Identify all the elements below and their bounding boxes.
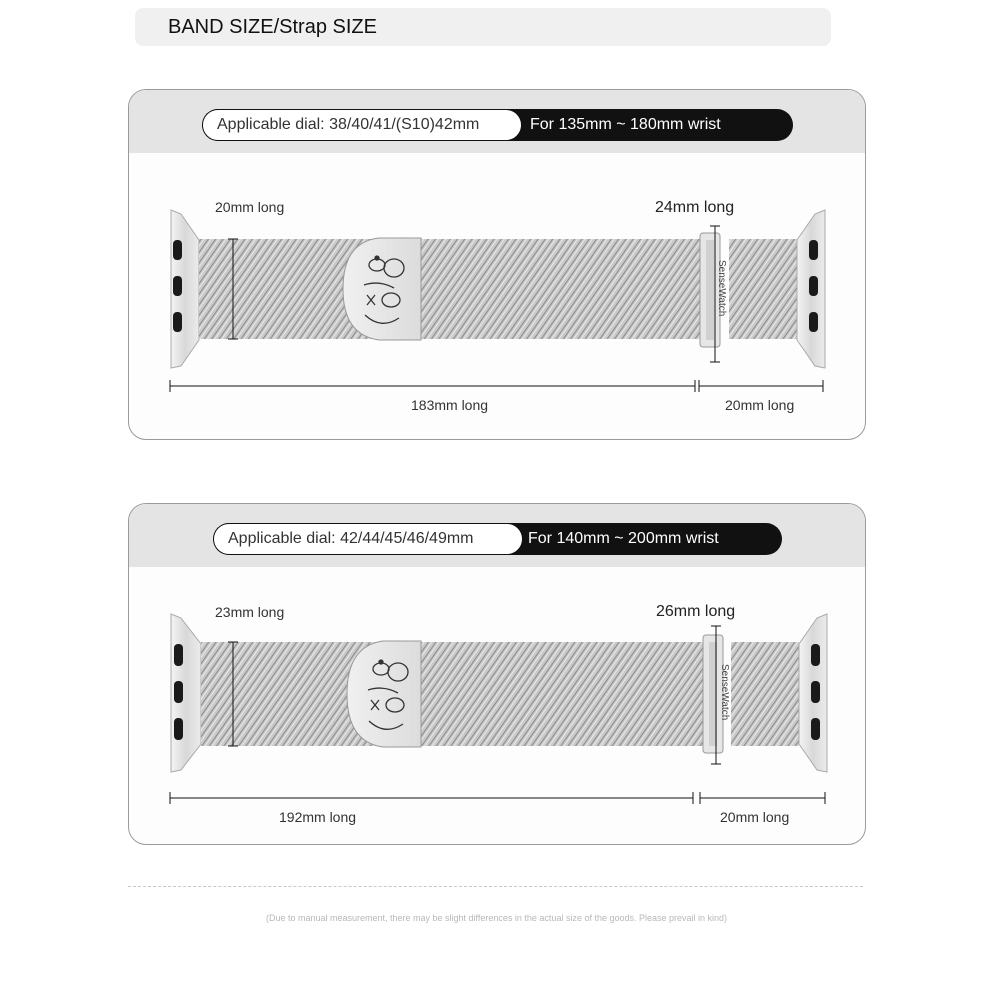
length-label-end: 20mm long — [725, 397, 795, 413]
svg-text:SenseWatch: SenseWatch — [719, 664, 730, 721]
length-label-end: 20mm long — [720, 809, 790, 825]
right-lug — [799, 614, 827, 772]
strap-diagram — [129, 504, 866, 845]
slider-buckle — [700, 233, 727, 347]
mesh-band — [199, 239, 719, 339]
strap-diagram — [129, 90, 866, 440]
length-marker-end — [699, 380, 823, 392]
size-card-small — [128, 89, 866, 440]
svg-text:SenseWatch: SenseWatch — [716, 260, 727, 317]
dial-size-label: Applicable dial: 38/40/41/(S10)42mm — [202, 109, 522, 141]
measurement-note: (Due to manual measurement, there may be slight differences in the actual size of the goods. Please prevail in kind) — [265, 913, 728, 923]
width-label-right: 26mm long — [656, 603, 736, 620]
title-bar — [135, 8, 831, 46]
wrist-size-label: For 135mm ~ 180mm wrist — [530, 116, 721, 133]
length-marker-main — [170, 380, 695, 392]
width-label-left: 23mm long — [215, 604, 285, 620]
width-label-right: 24mm long — [655, 199, 735, 216]
left-lug — [171, 614, 201, 772]
divider — [128, 886, 863, 887]
left-lug — [171, 210, 199, 368]
mesh-band — [201, 642, 721, 746]
page-title: BAND SIZE/Strap SIZE — [168, 16, 377, 38]
length-label-main: 183mm long — [411, 397, 489, 413]
right-lug — [797, 210, 825, 368]
clasp-plate — [347, 641, 421, 747]
wrist-size-label: For 140mm ~ 200mm wrist — [528, 530, 719, 547]
length-marker-end — [700, 792, 825, 804]
length-marker-main — [170, 792, 693, 804]
clasp-plate — [343, 238, 421, 340]
width-label-left: 20mm long — [215, 199, 285, 215]
dial-size-label: Applicable dial: 42/44/45/46/49mm — [213, 523, 523, 555]
size-card-large — [128, 503, 866, 845]
length-label-main: 192mm long — [279, 809, 357, 825]
